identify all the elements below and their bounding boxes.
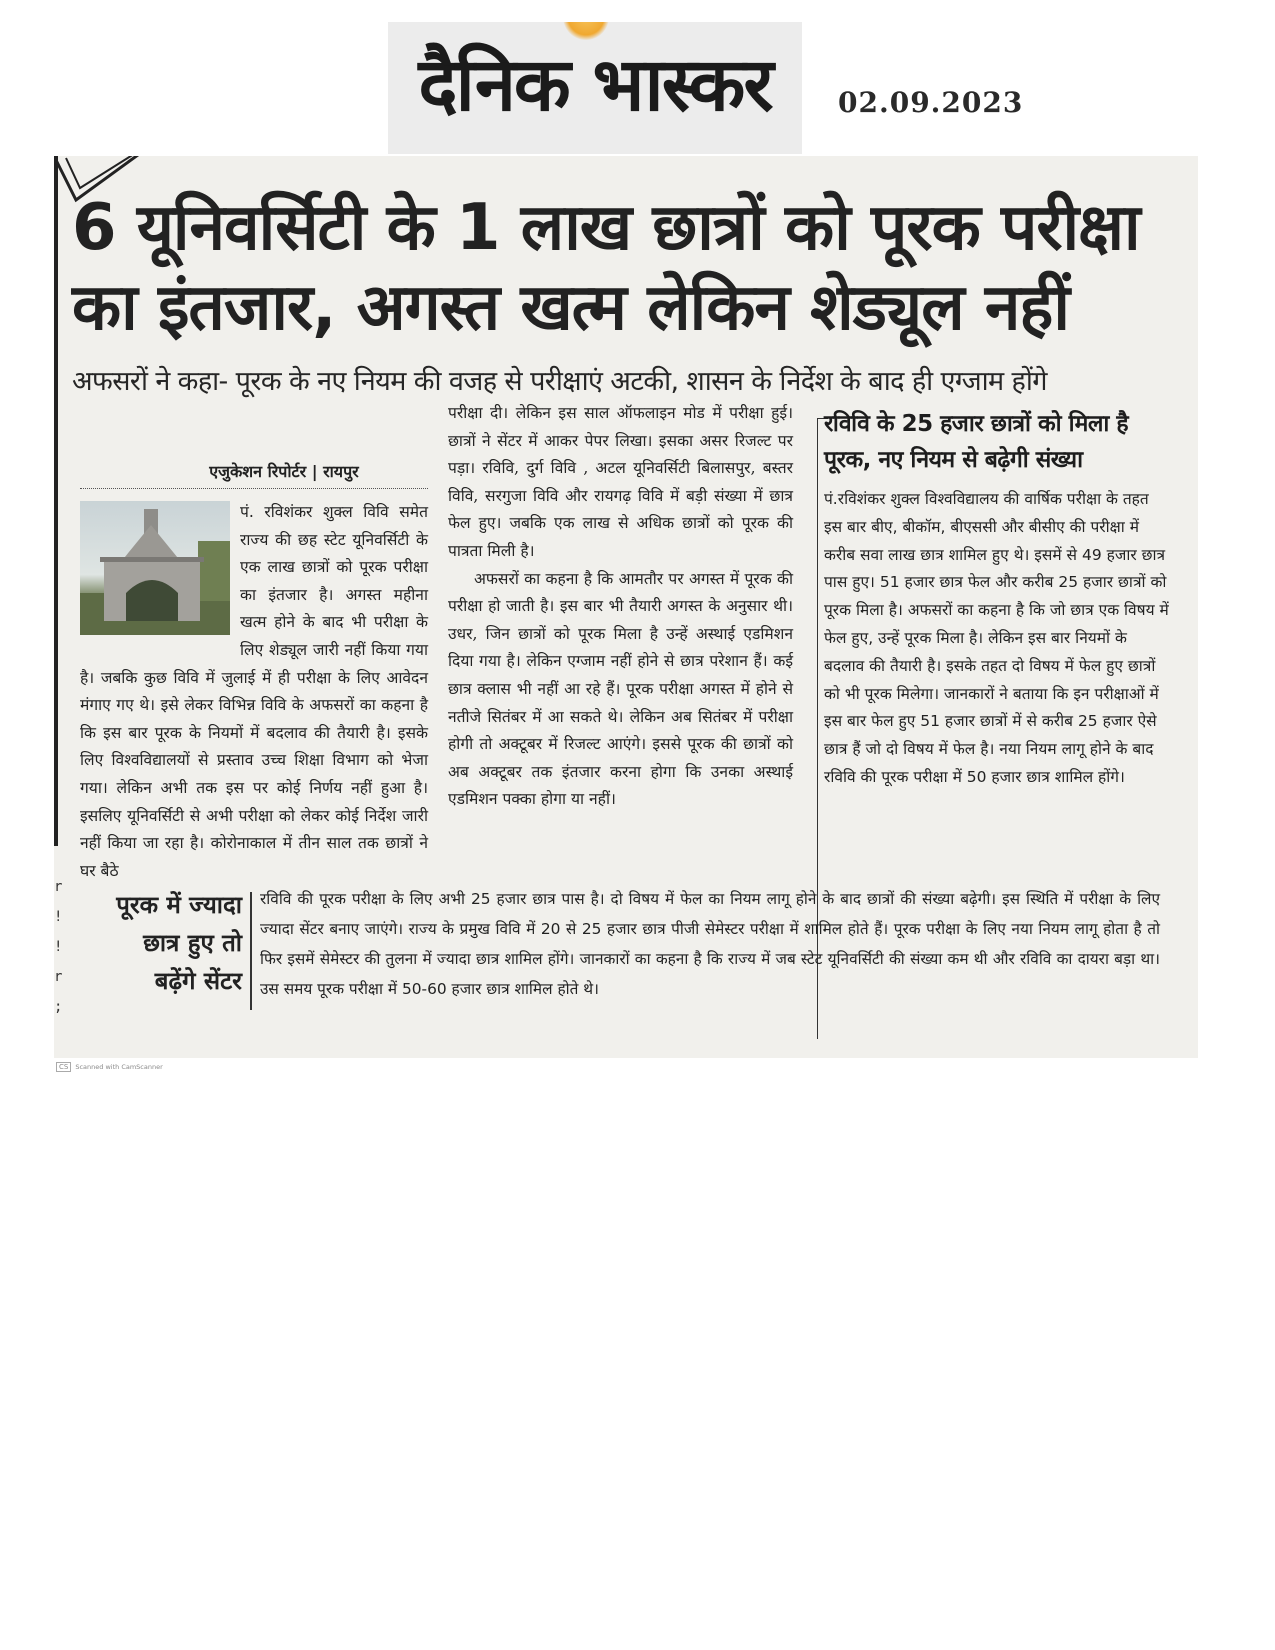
- box-story-label: [76, 886, 242, 1000]
- scanner-text: Scanned with CamScanner: [75, 1063, 163, 1071]
- article-column-2: [448, 400, 793, 814]
- margin-marks: r ! ! r ;: [54, 879, 63, 1015]
- university-gate-photo: [80, 501, 230, 635]
- byline: एजुकेशन रिपोर्टर | रायपुर: [209, 462, 359, 481]
- sidebar-story: [824, 406, 1170, 792]
- article-headline: 6 यूनिवर्सिटी के 1 लाख छात्रों को पूरक परीक्षा का इंतजार, अगस्त खत्म लेकिन शेड्यूल नहीं: [72, 191, 1140, 345]
- sidebar-text: पं.रविशंकर शुक्ल विश्वविद्यालय की वार्षिक परीक्षा के तहत इस बार बीए, बीकॉम, बीएससी और बीसीए की परीक्षा में करीब सवा लाख छात्र शामिल हुए थे। इसमें से 49 हजार छात्र पास हुए। 51 हजार छात्र फेल और करीब 25 हजार छात्रों को पूरक मिला है। अफसरों का कहना है कि जो छात्र एक विषय में फेल हुए, उन्हें पूरक मिला है। लेकिन इस बार नियमों के बदलाव की तैयारी है। इसके तहत दो विषय में फेल हुए छात्रों को भी पूरक मिलेगा। जानकारों ने बताया कि इन परीक्षाओं में इस बार फेल हुए 51 हजार छात्रों में से करीब 25 हजार ऐसे छात्र हैं जो दो विषय में फेल है। नया नियम लागू होने के बाद रविवि की पूरक परीक्षा में 50 हजार छात्र शामिल होंगे।: [824, 490, 1169, 786]
- box-label-line-1: पूरक में ज्यादा: [116, 891, 242, 919]
- newspaper-logo: दैनिक भास्कर: [418, 42, 772, 128]
- box-divider: [250, 892, 252, 1010]
- article-subhead: अफसरों ने कहा- पूरक के नए नियम की वजह से परीक्षाएं अटकी, शासन के निर्देश के बाद ही एग्जाम होंगे: [72, 366, 1047, 397]
- news-clipping: [54, 156, 1198, 1058]
- camscanner-icon: CS: [56, 1062, 71, 1072]
- sun-logo-icon: [563, 22, 609, 40]
- box-label-line-3: बढ़ेंगे सेंटर: [154, 967, 242, 995]
- byline-divider: [80, 488, 428, 489]
- sidebar-title: रविवि के 25 हजार छात्रों को मिला है पूरक, नए नियम से बढ़ेगी संख्या: [824, 411, 1129, 473]
- box-story-text: रविवि की पूरक परीक्षा के लिए अभी 25 हजार छात्र पास है। दो विषय में फेल का नियम लागू होने के बाद छात्रों की संख्या बढ़ेगी। इस स्थिति में परीक्षा के लिए ज्यादा सेंटर बनाए जाएंगे। राज्य के प्रमुख विवि में 20 से 25 हजार छात्र पीजी सेमेस्टर परीक्षा में शामिल होते हैं। पूरक परीक्षा के लिए नया नियम लागू होता है तो फिर इसमें सेमेस्टर की तुलना में ज्यादा छात्र शामिल होंगे। जानकारों का कहना है कि राज्य में जब स्टेट यूनिवर्सिटी की संख्या कम थी और रविवि का दायरा बड़ा था। उस समय पूरक परीक्षा में 50-60 हजार छात्र शामिल होते थे।: [260, 890, 1160, 998]
- column-2-paragraph-1: परीक्षा दी। लेकिन इस साल ऑफलाइन मोड में परीक्षा हुई। छात्रों ने सेंटर में आकर पेपर लिखा। इसका असर रिजल्ट पर पड़ा। रविवि, दुर्ग विवि , अटल यूनिवर्सिटी बिलासपुर, बस्तर विवि, सरगुजा विवि और रायगढ़ विवि में बड़ी संख्या में छात्र फेल हुए। जबकि एक लाख से अधिक छात्रों को पूरक की पात्रता मिली है।: [448, 404, 793, 560]
- box-label-line-2: छात्र हुए तो: [143, 929, 242, 957]
- publication-date: 02.09.2023: [838, 86, 1024, 119]
- newspaper-masthead: [388, 22, 802, 154]
- column-1-text: पं. रविशंकर शुक्ल विवि समेत राज्य की छह स्टेट यूनिवर्सिटी के एक लाख छात्रों को पूरक परीक्षा का इंतजार है। अगस्त महीना खत्म होने के बाद भी परीक्षा के लिए शेड्यूल जारी नहीं किया गया है। जबकि कुछ विवि में जुलाई में ही परीक्षा के लिए आवेदन मंगाए गए थे। इसे लेकर विभिन्न विवि के अफसरों का कहना है कि इस बार पूरक के नियमों में बदलाव की तैयारी है। इसके लिए विश्वविद्यालयों से प्रस्ताव उच्च शिक्षा विभाग को भेजा गया। लेकिन अभी तक इस पर कोई निर्णय नहीं हुआ है। इसलिए यूनिवर्सिटी से अभी परीक्षा को लेकर कोई निर्देश जारी नहीं किया जा रहा है। कोरोनाकाल में तीन साल तक छात्रों ने घर बैठे: [80, 503, 428, 880]
- column-2-paragraph-2: अफसरों का कहना है कि आमतौर पर अगस्त में पूरक की परीक्षा हो जाती है। इस बार भी तैयारी अगस्त के अनुसार थी। उधर, जिन छात्रों को पूरक मिला है उन्हें अस्थाई एडमिशन दिया गया है। लेकिन एग्जाम नहीं होने से छात्र परेशान हैं। कई छात्र क्लास भी नहीं आ रहे हैं। पूरक परीक्षा अगस्त में होने से नतीजे सितंबर में आ सकते थे। लेकिन अब सितंबर में परीक्षा होगी तो अक्टूबर में रिजल्ट आएंगे। इससे पूरक की छात्रों को अब अक्टूबर तक इंतजार करना होगा कि उनका अस्थाई एडमिशन पक्का होगा या नहीं।: [448, 569, 793, 809]
- article-column-1: [80, 458, 428, 885]
- clipping-left-rule: [54, 156, 58, 846]
- scanner-watermark: [56, 1062, 163, 1072]
